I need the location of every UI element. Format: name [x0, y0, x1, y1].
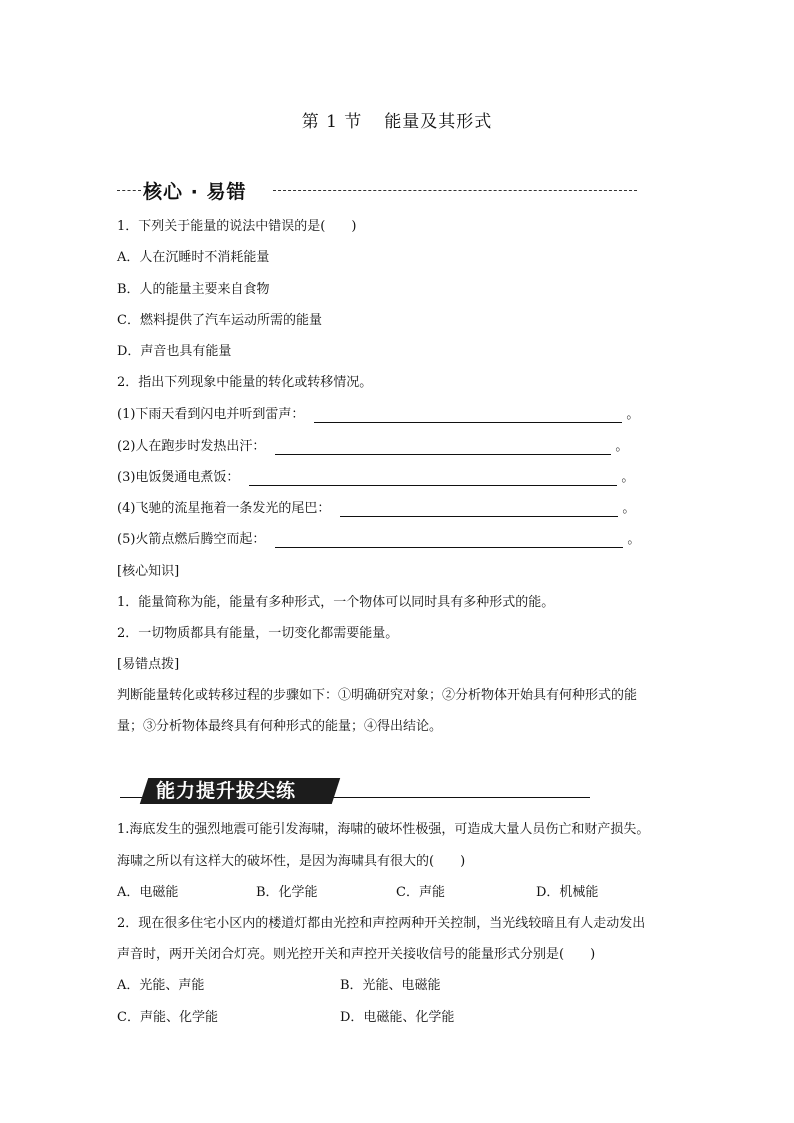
- p2-line-1: 2．现在很多住宅小区内的楼道灯都由光控和声控两种开关控制，当光线较暗且有人走动发出: [117, 916, 646, 931]
- q2-item-2-end: 。: [615, 439, 629, 454]
- q2-item-2: [117, 439, 628, 455]
- p1-line-2: 海啸之所以有这样大的破坏性，是因为海啸具有很大的( ): [117, 854, 466, 869]
- q1-stem: 1．下列关于能量的说法中错误的是( ): [117, 219, 357, 234]
- ability-section-heading: 能力提升拔尖练: [156, 780, 297, 802]
- q2-stem: 2．指出下列现象中能量的转化或转移情况。: [117, 375, 373, 390]
- page-title: [0, 107, 794, 132]
- q2-item-4-blank[interactable]: [340, 502, 618, 517]
- p1-option-a: A．电磁能: [117, 885, 179, 900]
- p1-option-d: D．机械能: [536, 885, 599, 900]
- tips-line-1: 判断能量转化或转移过程的步骤如下：①明确研究对象；②分析物体开始具有何种形式的能: [117, 688, 638, 703]
- q2-item-3-end: 。: [621, 470, 635, 485]
- q2-item-1-end: 。: [626, 407, 640, 422]
- q2-item-4: [117, 501, 635, 517]
- p2-line-2: 声音时，两开关闭合灯亮。则光控开关和声控开关接收信号的能量形式分别是( ): [117, 947, 596, 962]
- q2-item-2-prompt: (2)人在跑步时发热出汗：: [117, 439, 266, 454]
- core-section-header: [117, 177, 637, 203]
- section-name: 能量及其形式: [384, 112, 493, 132]
- core-section-heading: 核心 · 易错: [143, 181, 247, 203]
- q2-item-3-blank[interactable]: [249, 471, 617, 486]
- q1-option-d: D．声音也具有能量: [117, 344, 232, 359]
- q2-item-5-blank[interactable]: [275, 533, 623, 548]
- p1-option-c: C．声能: [396, 885, 445, 900]
- tips-label: [易错点拨]: [117, 657, 180, 672]
- q2-item-5-end: 。: [627, 532, 641, 547]
- p2-option-b: B．光能、电磁能: [340, 978, 441, 993]
- p1-line-1: 1.海底发生的强烈地震可能引发海啸，海啸的破坏性极强，可造成大量人员伤亡和财产损失。: [117, 822, 650, 837]
- p1-option-b: B．化学能: [256, 885, 318, 900]
- q1-option-a: A．人在沉睡时不消耗能量: [117, 250, 270, 265]
- q2-item-2-blank[interactable]: [275, 440, 611, 455]
- knowledge-point-2: 2．一切物质都具有能量，一切变化都需要能量。: [117, 626, 399, 641]
- knowledge-label: [核心知识]: [117, 564, 180, 579]
- q2-item-5: [117, 532, 640, 548]
- ability-section-header: [120, 775, 590, 805]
- q2-item-1: [117, 407, 639, 423]
- tips-line-2: 量；③分析物体最终具有何种形式的能量；④得出结论。: [117, 719, 443, 734]
- q2-item-1-blank[interactable]: [314, 408, 622, 423]
- q2-item-3: [117, 470, 634, 486]
- q2-item-4-end: 。: [622, 501, 636, 516]
- p2-option-d: D．电磁能、化学能: [340, 1010, 455, 1025]
- q1-option-c: C．燃料提供了汽车运动所需的能量: [117, 313, 322, 328]
- p2-option-c: C．声能、化学能: [117, 1010, 218, 1025]
- q2-item-1-prompt: (1)下雨天看到闪电并听到雷声：: [117, 407, 305, 422]
- p2-option-a: A．光能、声能: [117, 978, 205, 993]
- section-number: 第 1 节: [301, 112, 363, 132]
- q2-item-3-prompt: (3)电饭煲通电煮饭：: [117, 470, 240, 485]
- header-trail-dash: [273, 190, 637, 191]
- q2-item-4-prompt: (4)飞驰的流星拖着一条发光的尾巴：: [117, 501, 331, 516]
- header-lead-dash: [117, 190, 141, 191]
- q2-item-5-prompt: (5)火箭点燃后腾空而起：: [117, 532, 266, 547]
- q1-option-b: B．人的能量主要来自食物: [117, 282, 270, 297]
- knowledge-point-1: 1．能量简称为能，能量有多种形式，一个物体可以同时具有多种形式的能。: [117, 595, 555, 610]
